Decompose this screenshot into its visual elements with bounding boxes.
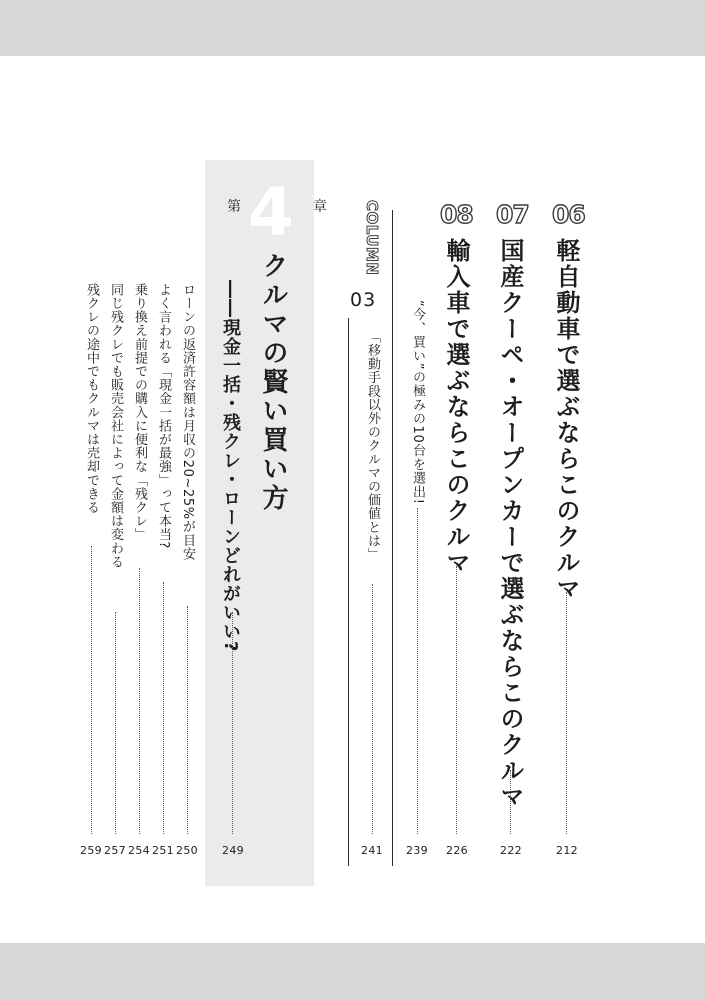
chapter-subtitle[interactable]: ――現金一括・残クレ・ローンどれがいい? (220, 280, 241, 653)
page-number[interactable]: 226 (446, 844, 468, 857)
page-number[interactable]: 222 (500, 844, 522, 857)
column-rule (348, 318, 349, 866)
entry-title[interactable]: 軽自動車で選ぶならこのクルマ (552, 238, 580, 602)
leader-dots (417, 508, 418, 834)
leader-dots (232, 612, 233, 834)
page-number[interactable]: 212 (556, 844, 578, 857)
page-number[interactable]: 250 (176, 844, 198, 857)
leader-dots (372, 584, 373, 834)
entry-number: 06 (552, 200, 585, 229)
section-title[interactable]: 同じ残クレでも販売会社によって金額は変わる (108, 283, 123, 569)
column-item-title[interactable]: 「移動手段以外のクルマの価値とは」 (365, 330, 380, 562)
page-number[interactable]: 251 (152, 844, 174, 857)
entry-number: 08 (440, 200, 473, 229)
column-item-title[interactable]: “今、買い”の極みの10台を選出! (410, 300, 425, 505)
leader-dots (91, 546, 92, 834)
leader-dots (456, 566, 457, 834)
entry-title[interactable]: 国産クーペ・オープンカーで選ぶならこのクルマ (496, 238, 524, 810)
chapter-number: 4 (248, 174, 294, 251)
page-number[interactable]: 239 (406, 844, 428, 857)
chapter-suffix: 章 (313, 199, 327, 215)
page-number[interactable]: 257 (104, 844, 126, 857)
column-rule (392, 210, 393, 866)
chapter-title[interactable]: クルマの賢い買い方 (258, 252, 288, 513)
leader-dots (187, 606, 188, 834)
page-number[interactable]: 241 (361, 844, 383, 857)
chapter-prefix: 第 (227, 199, 241, 215)
column-label: COLUMN (363, 200, 381, 276)
leader-dots (566, 592, 567, 834)
page-number[interactable]: 259 (80, 844, 102, 857)
leader-dots (115, 612, 116, 834)
section-title[interactable]: ローンの返済許容額は月収の20~25%が目安 (180, 283, 195, 561)
entry-title[interactable]: 輸入車で選ぶならこのクルマ (442, 238, 470, 576)
bottom-margin-band (0, 943, 705, 1000)
section-title[interactable]: よく言われる「現金一括が最強」って本当? (156, 283, 171, 549)
section-title[interactable]: 残クレの途中でもクルマは売却できる (84, 283, 99, 515)
entry-number: 07 (496, 200, 529, 229)
section-title[interactable]: 乗り換え前提での購入に便利な「残クレ」 (132, 283, 147, 542)
leader-dots (510, 770, 511, 834)
leader-dots (139, 568, 140, 834)
leader-dots (163, 582, 164, 834)
page-number[interactable]: 254 (128, 844, 150, 857)
page-number[interactable]: 249 (222, 844, 244, 857)
top-margin-band (0, 0, 705, 56)
column-number: 03 (350, 289, 377, 311)
